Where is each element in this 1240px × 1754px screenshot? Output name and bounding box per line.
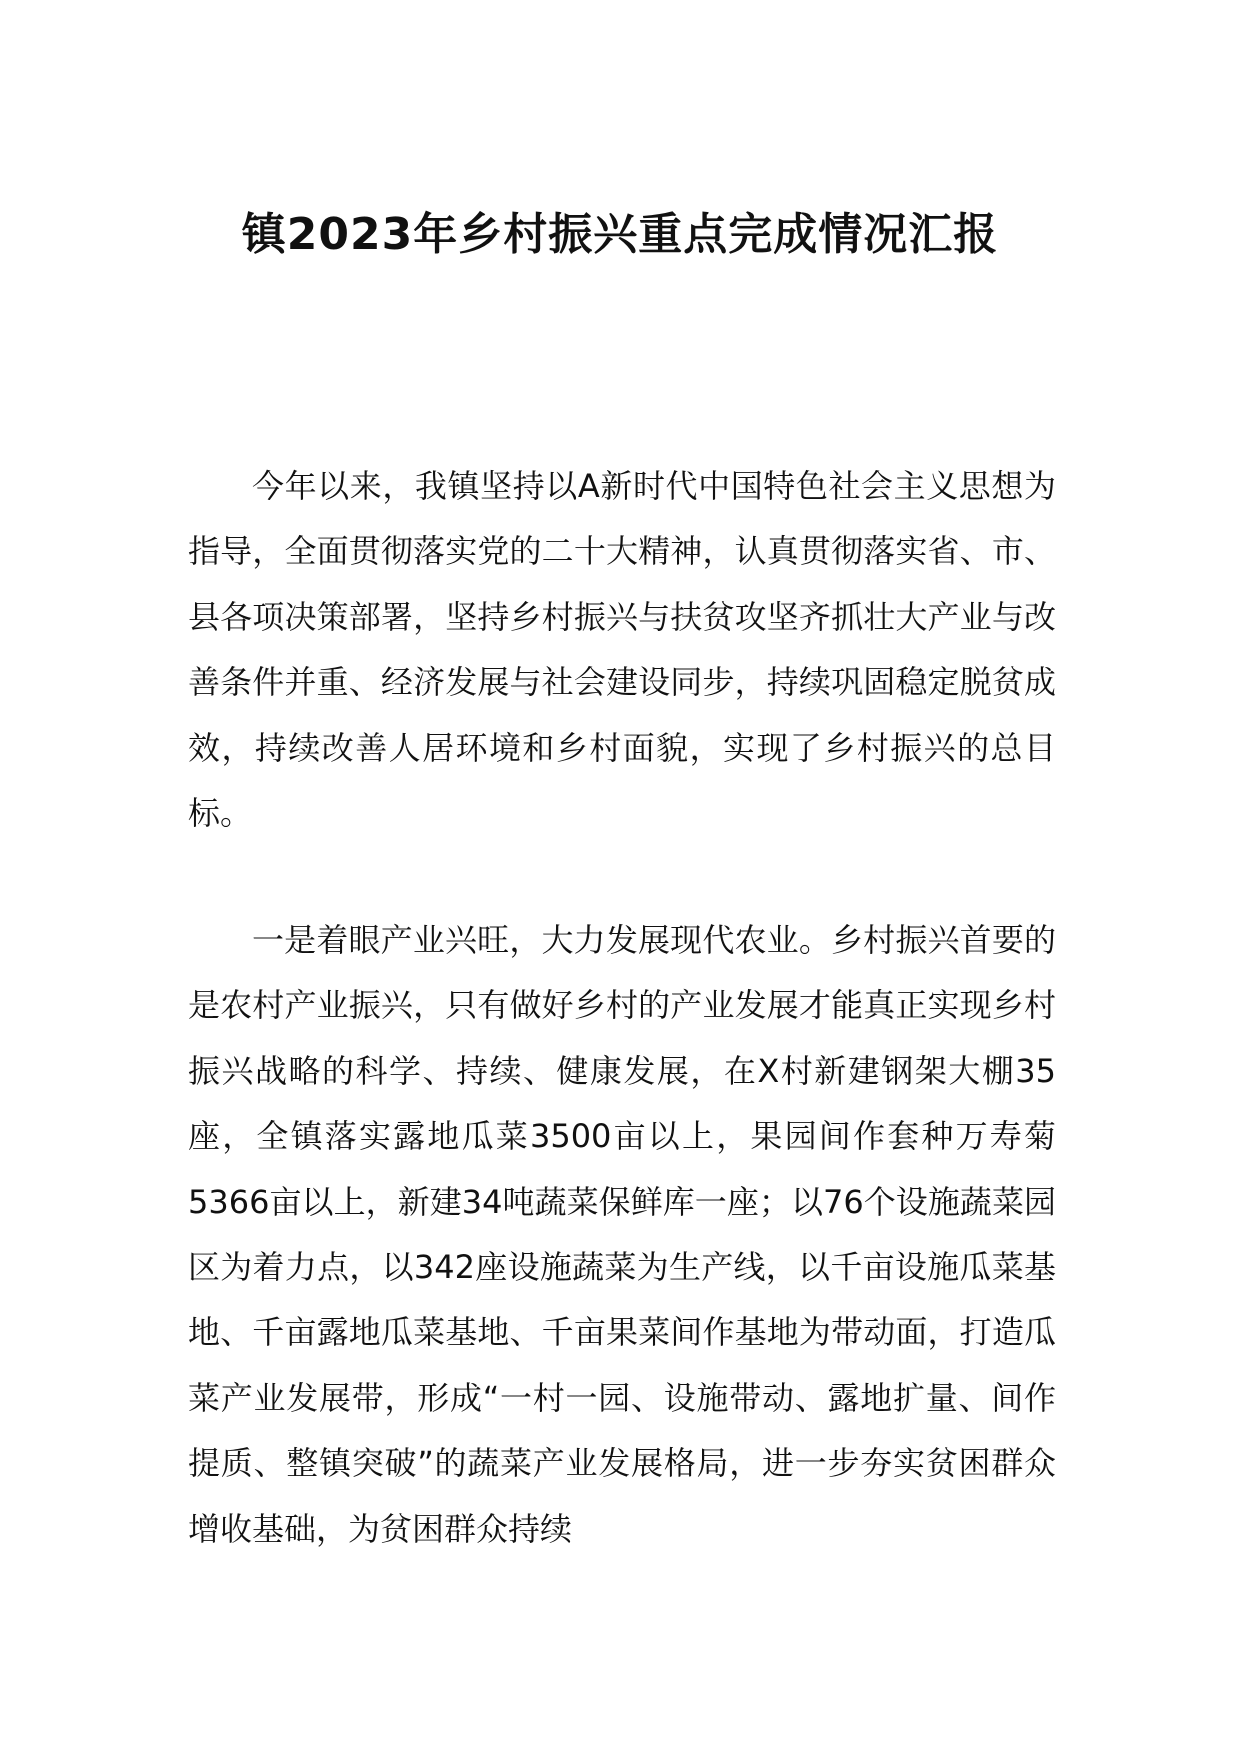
paragraph-intro: 今年以来，我镇坚持以A新时代中国特色社会主义思想为指导，全面贯彻落实党的二十大精神，认真贯彻落实省、市、县各项决策部署，坚持乡村振兴与扶贫攻坚齐抓壮大产业与改善条件并重、经济发展与社会建设同步，持续巩固稳定脱贫成效，持续改善人居环境和乡村面貌，实现了乡村振兴的总目标。: [188, 467, 1056, 833]
paragraph-industry: 一是着眼产业兴旺，大力发展现代农业。乡村振兴首要的是农村产业振兴，只有做好乡村的产业发展才能真正实现乡村振兴战略的科学、持续、健康发展，在X村新建钢架大棚35座，全镇落实露地瓜菜3500亩以上，果园间作套种万寿菊5366亩以上，新建34吨蔬菜保鲜库一座；以76个设施蔬菜园区为着力点，以342座设施蔬菜为生产线，以千亩设施瓜菜基地、千亩露地瓜菜基地、千亩果菜间作基地为带动面，打造瓜菜产业发展带，形成“一村一园、设施带动、露地扩量、间作提质、整镇突破”的蔬菜产业发展格局，进一步夯实贫困群众增收基础，为贫困群众持续: [188, 921, 1056, 1548]
document-title: 镇2023年乡村振兴重点完成情况汇报: [241, 209, 999, 260]
